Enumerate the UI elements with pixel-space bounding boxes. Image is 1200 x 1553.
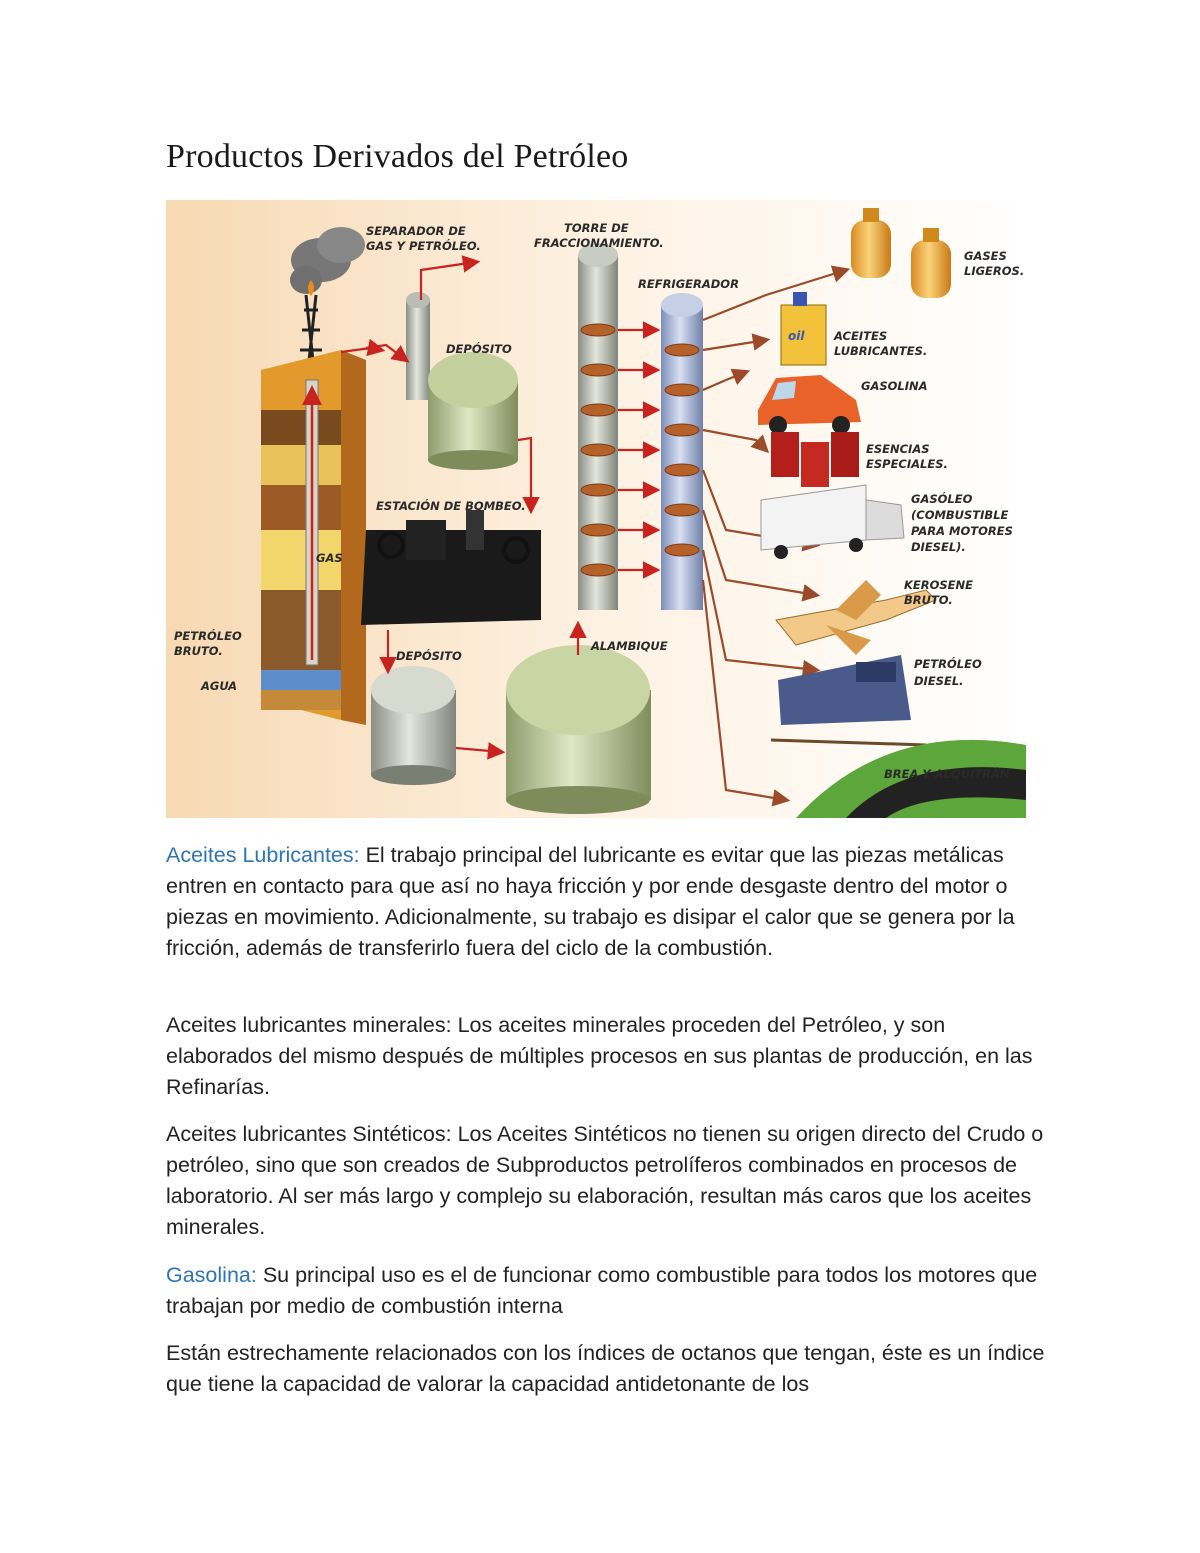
- storage-tank-bottom: [371, 666, 456, 785]
- refinery-diagram: [166, 200, 1026, 818]
- svg-text:DEPÓSITO: DEPÓSITO: [396, 649, 462, 663]
- paragraph-gasolina: [166, 1260, 1046, 1322]
- svg-text:ALAMBIQUE: ALAMBIQUE: [591, 639, 668, 653]
- paragraph-aceites-minerales: [166, 1010, 1046, 1103]
- svg-text:PETRÓLEOBRUTO.: PETRÓLEO BRUTO.: [174, 629, 242, 658]
- svg-text:ESTACIÓN DE BOMBEO.: ESTACIÓN DE BOMBEO.: [376, 499, 526, 513]
- svg-text:KEROSENEBRUTO.: KEROSENE BRUTO.: [904, 578, 974, 607]
- paragraph-aceites-lubricantes: [166, 840, 1046, 964]
- paragraph-text: Aceites lubricantes minerales: Los aceites minerales proceden del Petróleo, y son elaborados del mismo después de múltiples procesos en sus plantas de producción, en las Refinarías.: [166, 1013, 1033, 1099]
- svg-text:TORRE DEFRACCIONAMIENTO.: TORRE DE FRACCIONAMIENTO.: [534, 221, 664, 250]
- paragraph-text: El trabajo principal del lubricante es evitar que las piezas metálicas entren en contacto para que así no haya fricción y por ende desgaste dentro del motor o piezas en movimiento. Adicionalmente, su trabajo es disipar el calor que se genera por la fricción, además de transferirlo fuera del ciclo de la combustión.: [166, 843, 1015, 960]
- fractionation-tower: [578, 243, 618, 610]
- term-gasolina: Gasolina:: [166, 1263, 257, 1287]
- svg-text:PETRÓLEODIESEL.: PETRÓLEO DIESEL.: [914, 657, 982, 688]
- paragraph-text: Aceites lubricantes Sintéticos: Los Aceites Sintéticos no tienen su origen directo del Crudo o petróleo, sino que son creados de Subproductos petrolíferos combinados en procesos de laboratorio. Al ser más largo y complejo su elaboración, resultan más caros que los aceites minerales.: [166, 1122, 1044, 1239]
- oil-can-label: oil: [788, 329, 805, 343]
- svg-text:SEPARADOR DEGAS Y PETRÓLEO.: SEPARADOR DE GAS Y PETRÓLEO.: [366, 224, 481, 253]
- svg-text:ACEITESLUBRICANTES.: ACEITES LUBRICANTES.: [834, 329, 928, 358]
- svg-text:REFRIGERADOR: REFRIGERADOR: [638, 277, 739, 291]
- paragraph-text: Están estrechamente relacionados con los índices de octanos que tengan, éste es un índice que tiene la capacidad de valorar la capacidad antidetonante de los: [166, 1341, 1045, 1396]
- gas-oil-separator: [406, 292, 430, 400]
- paragraph-octanos: [166, 1338, 1046, 1400]
- svg-text:BREA Y ALQUITRÁN: BREA Y ALQUITRÁN: [884, 767, 1010, 781]
- svg-text:GAS: GAS: [316, 551, 343, 565]
- svg-text:DEPÓSITO: DEPÓSITO: [446, 342, 512, 356]
- page-title: Productos Derivados del Petróleo: [166, 138, 629, 175]
- paragraph-aceites-sinteticos: [166, 1119, 1046, 1243]
- refrigerator-column: [661, 293, 703, 610]
- paragraph-text: Su principal uso es el de funcionar como combustible para todos los motores que trabajan por medio de combustión interna: [166, 1263, 1038, 1318]
- svg-text:GASESLIGEROS.: GASES LIGEROS.: [964, 249, 1025, 278]
- svg-text:GASOLINA: GASOLINA: [861, 379, 928, 393]
- storage-tank-top: [428, 352, 518, 470]
- svg-text:GASÓLEO(COMBUSTIBLEPARA MOTORE: GASÓLEO (COMBUSTIBLE PARA MOTORES DIESEL).: [911, 492, 1013, 554]
- well-strata: [261, 350, 366, 725]
- term-aceites-lubricantes: Aceites Lubricantes:: [166, 843, 360, 867]
- svg-text:ESENCIASESPECIALES.: ESENCIAS ESPECIALES.: [866, 442, 948, 471]
- alembic-tank: [506, 645, 651, 814]
- svg-text:AGUA: AGUA: [201, 679, 238, 693]
